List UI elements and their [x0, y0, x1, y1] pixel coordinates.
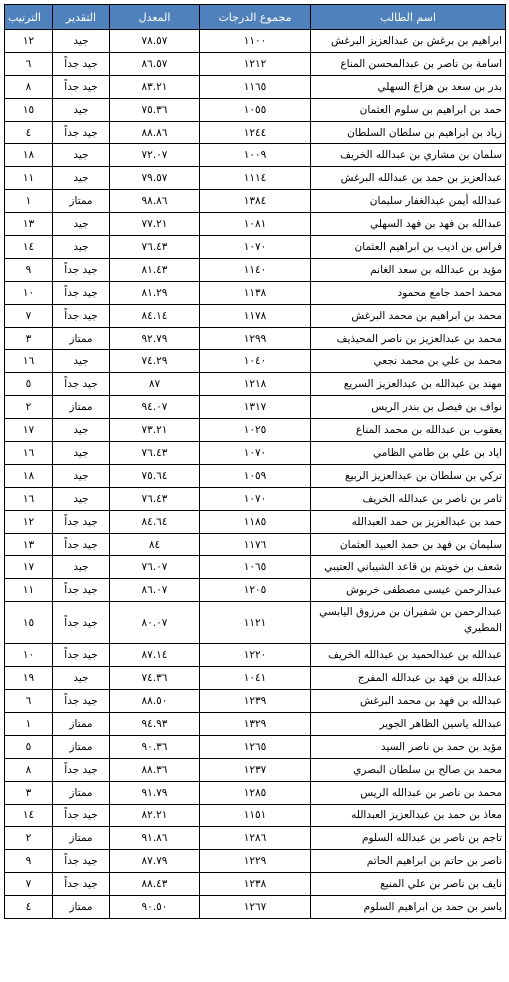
grade-cell: ممتاز [53, 896, 110, 919]
grade-cell: جيد جداً [53, 258, 110, 281]
average-cell: ٧٤.٣٦ [110, 667, 200, 690]
rank-cell: ٩ [5, 850, 53, 873]
rank-cell: ١٥ [5, 98, 53, 121]
total-marks-cell: ١٠٥٥ [200, 98, 311, 121]
header-rank: الترتيب [5, 5, 53, 30]
grade-cell: ممتاز [53, 712, 110, 735]
grade-cell: جيد جداً [53, 690, 110, 713]
table-row [5, 190, 506, 213]
total-marks-cell: ١٢١٨ [200, 373, 311, 396]
total-marks-cell: ١١٤٠ [200, 258, 311, 281]
table-row [5, 304, 506, 327]
rank-cell: ٧ [5, 873, 53, 896]
average-cell: ٨٨.٨٦ [110, 121, 200, 144]
table-row [5, 144, 506, 167]
student-name-cell: بدر بن سعد بن هزاع السهلي [311, 75, 506, 98]
student-name-cell: محمد بن علي بن محمد نجعي [311, 350, 506, 373]
rank-cell: ١١ [5, 167, 53, 190]
rank-cell: ١٣ [5, 533, 53, 556]
grade-cell: جيد [53, 464, 110, 487]
total-marks-cell: ١١٨٥ [200, 510, 311, 533]
rank-cell: ٥ [5, 373, 53, 396]
total-marks-cell: ١٢١٢ [200, 52, 311, 75]
average-cell: ٩٠.٥٠ [110, 896, 200, 919]
average-cell: ٨٨.٥٠ [110, 690, 200, 713]
table-row [5, 579, 506, 602]
total-marks-cell: ١٠٥٩ [200, 464, 311, 487]
total-marks-cell: ١١٦٥ [200, 75, 311, 98]
total-marks-cell: ١٢٢٩ [200, 850, 311, 873]
table-row [5, 690, 506, 713]
total-marks-cell: ١٠٦٥ [200, 556, 311, 579]
total-marks-cell: ١١٧٨ [200, 304, 311, 327]
table-row [5, 804, 506, 827]
rank-cell: ١٨ [5, 144, 53, 167]
total-marks-cell: ١٣٢٩ [200, 712, 311, 735]
total-marks-cell: ١٠٧٠ [200, 236, 311, 259]
total-marks-cell: ١٢٨٥ [200, 781, 311, 804]
average-cell: ٨٨.٤٣ [110, 873, 200, 896]
grades-sheet [4, 4, 505, 919]
table-row [5, 896, 506, 919]
rank-cell: ٦ [5, 52, 53, 75]
rank-cell: ١٤ [5, 236, 53, 259]
table-row [5, 75, 506, 98]
table-row [5, 735, 506, 758]
grade-cell: ممتاز [53, 327, 110, 350]
average-cell: ٨٦.٠٧ [110, 579, 200, 602]
student-name-cell: فراس بن اديب بن ابراهيم العثمان [311, 236, 506, 259]
table-row [5, 373, 506, 396]
student-name-cell: حمد بن ابراهيم بن سلوم العثمان [311, 98, 506, 121]
student-name-cell: يعقوب بن عبدالله بن محمد المناع [311, 419, 506, 442]
average-cell: ٧٨.٥٧ [110, 30, 200, 53]
average-cell: ٨٧ [110, 373, 200, 396]
grade-cell: ممتاز [53, 190, 110, 213]
student-name-cell: زياد بن ابراهيم بن سلطان السلطان [311, 121, 506, 144]
table-row [5, 350, 506, 373]
rank-cell: ٢ [5, 827, 53, 850]
total-marks-cell: ١٢٦٧ [200, 896, 311, 919]
rank-cell: ١ [5, 190, 53, 213]
rank-cell: ١٢ [5, 30, 53, 53]
grade-cell: جيد جداً [53, 281, 110, 304]
table-row [5, 464, 506, 487]
student-name-cell: مؤيد بن عبدالله بن سعد الغانم [311, 258, 506, 281]
rank-cell: ٤ [5, 896, 53, 919]
table-row [5, 213, 506, 236]
header-grade: التقدير [53, 5, 110, 30]
total-marks-cell: ١٠٤١ [200, 667, 311, 690]
table-row [5, 781, 506, 804]
total-marks-cell: ١٢٣٨ [200, 873, 311, 896]
student-name-cell: عبدالله بن فهد بن محمد البرغش [311, 690, 506, 713]
table-row [5, 236, 506, 259]
table-row [5, 396, 506, 419]
grade-cell: جيد جداً [53, 602, 110, 644]
table-body [5, 30, 506, 919]
student-name-cell: عبدالله بن فهد بن فهد السهلي [311, 213, 506, 236]
average-cell: ٩١.٨٦ [110, 827, 200, 850]
total-marks-cell: ١٠٢٥ [200, 419, 311, 442]
rank-cell: ١٧ [5, 556, 53, 579]
rank-cell: ٦ [5, 690, 53, 713]
average-cell: ٨٨.٣٦ [110, 758, 200, 781]
rank-cell: ٨ [5, 75, 53, 98]
table-row [5, 98, 506, 121]
total-marks-cell: ١٠٠٩ [200, 144, 311, 167]
student-name-cell: سلمان بن مشاري بن عبدالله الخريف [311, 144, 506, 167]
average-cell: ٩٠.٣٦ [110, 735, 200, 758]
grade-cell: جيد [53, 236, 110, 259]
header-row [5, 5, 506, 30]
student-name-cell: محمد بن ناصر بن عبدالله الريس [311, 781, 506, 804]
average-cell: ٨٢.٢١ [110, 804, 200, 827]
average-cell: ٨٣.٢١ [110, 75, 200, 98]
average-cell: ٨٦.٥٧ [110, 52, 200, 75]
student-name-cell: شعف بن خويتم بن قاعد الشيباني العتيبي [311, 556, 506, 579]
grade-cell: جيد جداً [53, 533, 110, 556]
average-cell: ٧٥.٣٦ [110, 98, 200, 121]
total-marks-cell: ١٠٨١ [200, 213, 311, 236]
grade-cell: جيد جداً [53, 804, 110, 827]
student-name-cell: عبدالله بن عبدالحميد بن عبدالله الخريف [311, 644, 506, 667]
average-cell: ٧٥.٦٤ [110, 464, 200, 487]
average-cell: ٧٦.٤٣ [110, 487, 200, 510]
rank-cell: ١ [5, 712, 53, 735]
rank-cell: ١٢ [5, 510, 53, 533]
grade-cell: جيد جداً [53, 510, 110, 533]
total-marks-cell: ١١٥١ [200, 804, 311, 827]
table-row [5, 52, 506, 75]
student-name-cell: تركي بن سلطان بن عبدالعزيز الربيع [311, 464, 506, 487]
student-name-cell: عبدالرحمن عيسى مصطفى خربوش [311, 579, 506, 602]
rank-cell: ٣ [5, 781, 53, 804]
average-cell: ٩٨.٨٦ [110, 190, 200, 213]
table-row [5, 327, 506, 350]
table-row [5, 442, 506, 465]
grade-cell: جيد [53, 487, 110, 510]
student-name-cell: مهند بن عبدالله بن عبدالعزيز السريع [311, 373, 506, 396]
average-cell: ٨٤.١٤ [110, 304, 200, 327]
student-name-cell: ناصر بن حاتم بن ابراهيم الحاتم [311, 850, 506, 873]
total-marks-cell: ١٢٣٩ [200, 690, 311, 713]
total-marks-cell: ١٠٧٠ [200, 487, 311, 510]
average-cell: ٩٤.٩٣ [110, 712, 200, 735]
grade-cell: جيد [53, 98, 110, 121]
grade-cell: جيد جداً [53, 75, 110, 98]
rank-cell: ٣ [5, 327, 53, 350]
rank-cell: ١٠ [5, 281, 53, 304]
student-name-cell: محمد بن صالح بن سلطان البصري [311, 758, 506, 781]
grade-cell: جيد [53, 667, 110, 690]
total-marks-cell: ١١٢١ [200, 602, 311, 644]
header-student-name: اسم الطالب [311, 5, 506, 30]
student-name-cell: نايف بن ناصر بن علي المنيع [311, 873, 506, 896]
grade-cell: جيد [53, 144, 110, 167]
table-row [5, 850, 506, 873]
student-name-cell: عبدالرحمن بن شفيران بن مرزوق اليابسي المطيري [311, 602, 506, 644]
student-name-cell: اسامة بن ناصر بن عبدالمحسن المناع [311, 52, 506, 75]
rank-cell: ٥ [5, 735, 53, 758]
grade-cell: ممتاز [53, 781, 110, 804]
table-row [5, 556, 506, 579]
student-name-cell: مؤيد بن حمد بن ناصر السيد [311, 735, 506, 758]
rank-cell: ١١ [5, 579, 53, 602]
total-marks-cell: ١١٧٦ [200, 533, 311, 556]
total-marks-cell: ١١٣٨ [200, 281, 311, 304]
average-cell: ٧٧.٢١ [110, 213, 200, 236]
average-cell: ٩٢.٧٩ [110, 327, 200, 350]
total-marks-cell: ١٢٨٦ [200, 827, 311, 850]
header-average: المعدل [110, 5, 200, 30]
rank-cell: ١٧ [5, 419, 53, 442]
student-name-cell: سليمان بن فهد بن حمد العبيد العثمان [311, 533, 506, 556]
grade-cell: جيد جداً [53, 644, 110, 667]
table-row [5, 167, 506, 190]
average-cell: ٨١.٢٩ [110, 281, 200, 304]
student-name-cell: محمد بن ابراهيم بن محمد البرغش [311, 304, 506, 327]
table-row [5, 644, 506, 667]
table-row [5, 712, 506, 735]
rank-cell: ١٤ [5, 804, 53, 827]
student-name-cell: عبدالله أيمن عبدالغفار سليمان [311, 190, 506, 213]
rank-cell: ٤ [5, 121, 53, 144]
student-name-cell: ابراهيم بن برغش بن عبدالعزيز البرغش [311, 30, 506, 53]
average-cell: ٨١.٤٣ [110, 258, 200, 281]
average-cell: ٧٦.٠٧ [110, 556, 200, 579]
total-marks-cell: ١٢٣٧ [200, 758, 311, 781]
total-marks-cell: ١٠٧٠ [200, 442, 311, 465]
student-name-cell: معاذ بن حمد بن عبدالعزيز العبدالله [311, 804, 506, 827]
rank-cell: ١٥ [5, 602, 53, 644]
student-grades-table [4, 4, 506, 919]
table-row [5, 487, 506, 510]
table-row [5, 758, 506, 781]
average-cell: ٩١.٧٩ [110, 781, 200, 804]
total-marks-cell: ١٣٨٤ [200, 190, 311, 213]
total-marks-cell: ١٠٤٠ [200, 350, 311, 373]
total-marks-cell: ١٢٩٩ [200, 327, 311, 350]
average-cell: ٨٤ [110, 533, 200, 556]
table-row [5, 121, 506, 144]
student-name-cell: تاجم بن ناصر بن عبدالله السلوم [311, 827, 506, 850]
student-name-cell: ياسر بن حمد بن ابراهيم السلوم [311, 896, 506, 919]
grade-cell: جيد [53, 167, 110, 190]
average-cell: ٧٤.٢٩ [110, 350, 200, 373]
grade-cell: جيد جداً [53, 52, 110, 75]
rank-cell: ١٣ [5, 213, 53, 236]
average-cell: ٩٤.٠٧ [110, 396, 200, 419]
rank-cell: ١٦ [5, 442, 53, 465]
table-row [5, 667, 506, 690]
table-row [5, 258, 506, 281]
student-name-cell: اياد بن علي بن طامي الظامي [311, 442, 506, 465]
rank-cell: ٩ [5, 258, 53, 281]
table-row [5, 281, 506, 304]
rank-cell: ١٦ [5, 350, 53, 373]
average-cell: ٧٦.٤٣ [110, 236, 200, 259]
total-marks-cell: ١٢٢٠ [200, 644, 311, 667]
grade-cell: جيد [53, 30, 110, 53]
average-cell: ٨٧.٧٩ [110, 850, 200, 873]
student-name-cell: نواف بن فيصل بن بندر الريس [311, 396, 506, 419]
grade-cell: ممتاز [53, 396, 110, 419]
total-marks-cell: ١١١٤ [200, 167, 311, 190]
table-row [5, 533, 506, 556]
average-cell: ٨٧.١٤ [110, 644, 200, 667]
student-name-cell: عبدالعزيز بن حمد بن عبدالله البرغش [311, 167, 506, 190]
average-cell: ٧٣.٢١ [110, 419, 200, 442]
table-row [5, 827, 506, 850]
grade-cell: جيد جداً [53, 304, 110, 327]
grade-cell: جيد جداً [53, 579, 110, 602]
student-name-cell: عبدالله ياسين الظاهر الجوير [311, 712, 506, 735]
total-marks-cell: ١٢٠٥ [200, 579, 311, 602]
student-name-cell: ثامر بن ناصر بن عبدالله الخريف [311, 487, 506, 510]
grade-cell: ممتاز [53, 735, 110, 758]
grade-cell: جيد جداً [53, 873, 110, 896]
total-marks-cell: ١٣١٧ [200, 396, 311, 419]
total-marks-cell: ١١٠٠ [200, 30, 311, 53]
student-name-cell: محمد احمد جامع محمود [311, 281, 506, 304]
rank-cell: ١٨ [5, 464, 53, 487]
average-cell: ٧٩.٥٧ [110, 167, 200, 190]
average-cell: ٨٤.٦٤ [110, 510, 200, 533]
header-total-marks: مجموع الدرجات [200, 5, 311, 30]
grade-cell: جيد جداً [53, 850, 110, 873]
total-marks-cell: ١٢٤٤ [200, 121, 311, 144]
grade-cell: جيد جداً [53, 373, 110, 396]
table-row [5, 30, 506, 53]
grade-cell: جيد [53, 213, 110, 236]
grade-cell: جيد [53, 556, 110, 579]
rank-cell: ١٠ [5, 644, 53, 667]
table-row [5, 602, 506, 644]
rank-cell: ١٩ [5, 667, 53, 690]
grade-cell: جيد [53, 442, 110, 465]
table-row [5, 873, 506, 896]
student-name-cell: حمد بن عبدالعزيز بن حمد العبدالله [311, 510, 506, 533]
rank-cell: ٧ [5, 304, 53, 327]
average-cell: ٧٦.٤٣ [110, 442, 200, 465]
average-cell: ٨٠.٠٧ [110, 602, 200, 644]
grade-cell: جيد جداً [53, 758, 110, 781]
rank-cell: ٢ [5, 396, 53, 419]
rank-cell: ٨ [5, 758, 53, 781]
grade-cell: جيد جداً [53, 121, 110, 144]
grade-cell: ممتاز [53, 827, 110, 850]
table-row [5, 510, 506, 533]
rank-cell: ١٦ [5, 487, 53, 510]
table-row [5, 419, 506, 442]
grade-cell: جيد [53, 350, 110, 373]
grade-cell: جيد [53, 419, 110, 442]
total-marks-cell: ١٢٦٥ [200, 735, 311, 758]
student-name-cell: محمد بن عبدالعزيز بن ناصر المحيذيف [311, 327, 506, 350]
student-name-cell: عبدالله بن فهد بن عبدالله المفرج [311, 667, 506, 690]
average-cell: ٧٢.٠٧ [110, 144, 200, 167]
